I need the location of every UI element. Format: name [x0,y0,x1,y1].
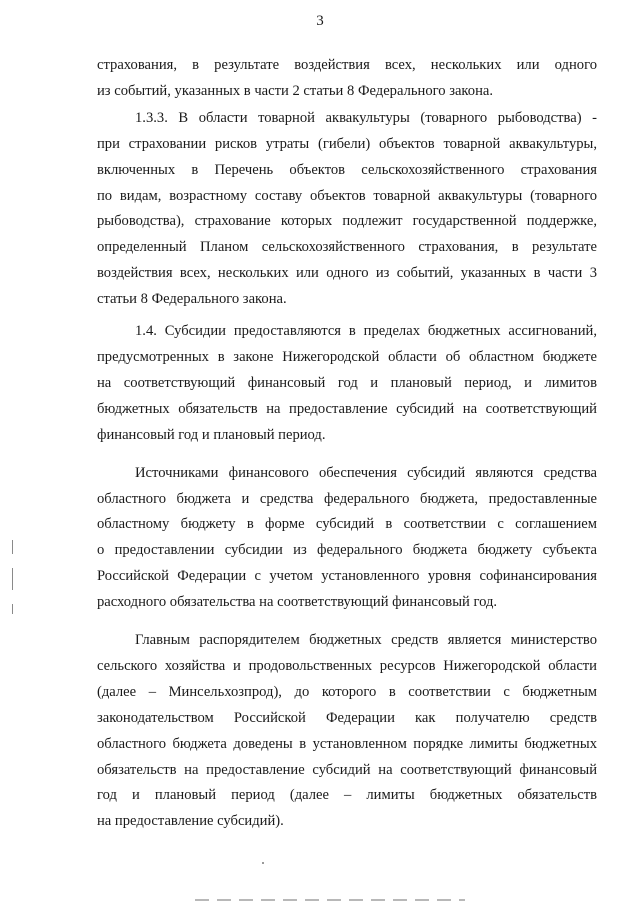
text-line: областному бюджету в форме субсидий в соответствии с соглашением [97,516,597,533]
text-line: областного бюджета доведены в установленном порядке лимиты бюджетных [97,735,597,752]
scan-speck [262,862,264,864]
text-line: о предоставлении субсидии из федерального бюджета бюджету субъекта [97,542,597,559]
scan-margin-mark [12,604,13,614]
text-line: (далее – Минсельхозпрод), до которого в соответствии с бюджетным [97,683,597,700]
text-line: из событий, указанных в части 2 статьи 8 Федерального закона. [97,82,494,99]
text-line: Источниками финансового обеспечения субсидий являются средства [135,464,597,481]
paragraph-continuation [97,53,597,105]
text-line: финансовый год и плановый период. [97,426,326,443]
text-line: страхования, в результате воздействия всех, нескольких или одного [97,57,597,73]
text-line: определенный Планом сельскохозяйственного страхования, в результате [97,239,597,256]
paragraph-funding-sources [97,461,597,616]
text-line: на предоставление субсидий). [97,813,284,830]
text-line: на соответствующий финансовый год и плановый период, и лимитов [97,374,597,391]
text-line: предусмотренных в законе Нижегородской области об областном бюджете [97,348,597,365]
paragraph-subsidies-limits [97,319,597,449]
text-line: год и плановый период (далее – лимиты бюджетных обязательств [97,787,597,804]
scan-margin-mark [12,540,13,554]
scan-bottom-edge [195,899,465,901]
text-line: областного бюджета и средства федерального бюджета, предоставленные [97,490,597,507]
paragraph-aquaculture [97,106,597,313]
paragraph-chief-manager [97,628,597,835]
text-line: 1.3.3. В области товарной аквакультуры (товарного рыбоводства) - [135,109,597,126]
document-body [97,53,597,835]
page-number: 3 [316,13,324,29]
text-line: расходного обязательства на соответствующий финансовый год. [97,594,498,611]
text-line: при страховании рисков утраты (гибели) объектов товарной аквакультуры, [97,135,597,152]
text-line: Главным распорядителем бюджетных средств является министерство [135,632,597,649]
text-line: рыбоводства), страхование которых подлежит государственной поддержке, [97,213,597,230]
text-line: включенных в Перечень объектов сельскохозяйственного страхования [97,161,597,178]
text-line: по видам, возрастному составу объектов товарной аквакультуры (товарного [97,187,597,204]
text-line: воздействия всех, нескольких или одного из событий, указанных в части 3 [97,265,597,282]
text-line: Российской Федерации с учетом установленного уровня софинансирования [97,568,597,585]
text-line: статьи 8 Федерального закона. [97,291,287,308]
text-line: обязательств на предоставление субсидий на соответствующий финансовый [97,761,597,778]
text-line: бюджетных обязательств на предоставление субсидий на соответствующий [97,400,597,417]
text-line: 1.4. Субсидии предоставляются в пределах бюджетных ассигнований, [135,323,597,340]
text-line: законодательством Российской Федерации как получателю средств [97,709,597,726]
text-line: сельского хозяйства и продовольственных ресурсов Нижегородской области [97,657,597,674]
scan-margin-mark [12,568,13,590]
